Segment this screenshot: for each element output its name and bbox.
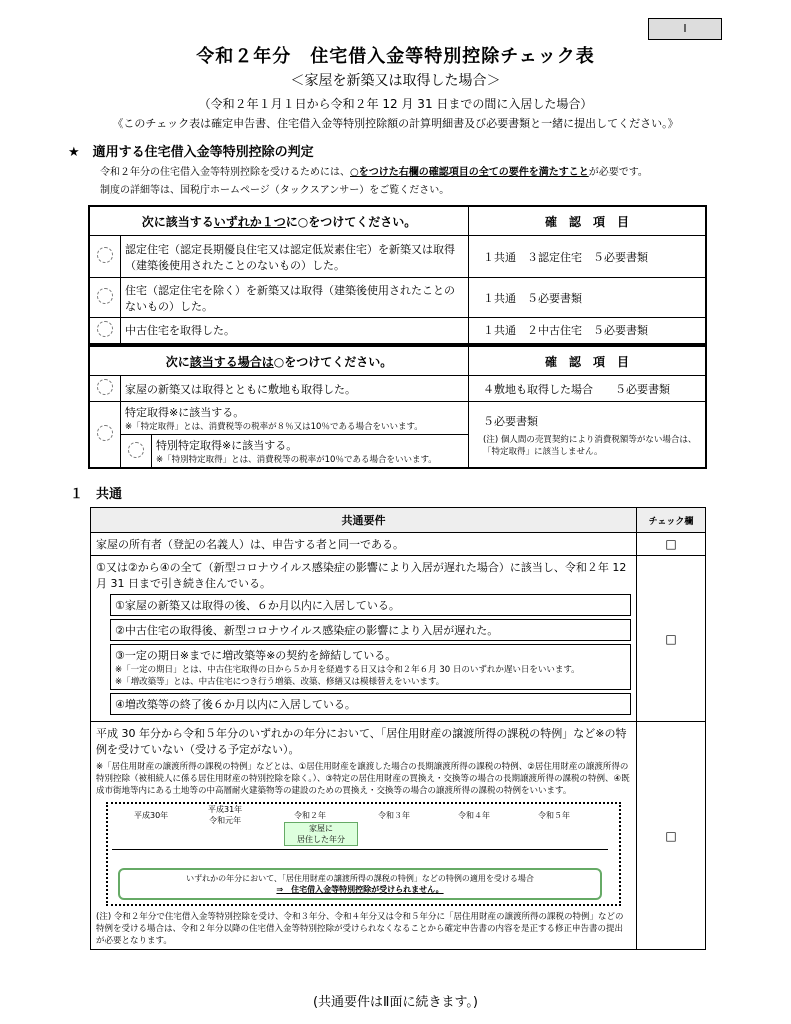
table-row (89, 376, 706, 402)
eligibility-check-header: 確 認 項 目 (469, 206, 707, 236)
checkbox[interactable]: □ (637, 533, 706, 556)
footer-note: (共通要件はⅡ面に続きます。) (312, 995, 478, 1010)
req-owner: 家屋の所有者（登記の名義人）は、申告する者と同一である。 (91, 533, 637, 556)
submission-note: 《このチェック表は確定申告書、住宅借入金等特別控除額の計算明細書及び必要書類と一緒に提出してください。》 (112, 117, 679, 130)
table-row (91, 556, 706, 722)
req-residence: ①又は②から④の全て（新型コロナウイルス感染症の影響により入居が遅れた場合）に該当し、令和２年 12 月 31 日まで引き続き住んでいる。 ①家屋の新築又は取得の後、６か月以内に入居している。 ②中古住宅の取得後、新型コロナウイルス感染症の影響により入居が遅れた。 ③一定の期日※までに増改築等※の契約を締結している。 ※「一定の期日」とは、中古住宅取得の日から５か月を経過する日又は令和２年６月 30 日のいずれか遅い日をいいます。 ※「増改築等」とは、中古住宅につき行う増築、改築、修繕又は模様替えをいいます。 ④増改築等の終了後６か月以内に入居している。 (91, 556, 637, 722)
page-subtitle: ＜家屋を新築又は取得した場合＞ (290, 73, 501, 89)
additional-table (88, 345, 707, 469)
intro-text-b: ○をつけた右欄の確認項目の全ての要件を満たすこと (350, 167, 589, 178)
row-check-items: １共通 ５必要書類 (469, 278, 707, 318)
intro-text-c: が必要です。 (588, 167, 648, 178)
table-row (89, 318, 706, 344)
row-text: 中古住宅を取得した。 (121, 318, 469, 344)
row-text: 住宅（認定住宅を除く）を新築又は取得（建築後使用されたことのないもの）した。 (121, 278, 469, 318)
period-text: （令和２年１月１日から令和２年 12 月 31 日までの間に入居した場合） (198, 97, 593, 111)
timeline-banner: いずれかの年分において、「居住用財産の譲渡所得の課税の特例」などの特例の適用を受ける場合 ⇒ 住宅借入金等特別控除が受けられません。 (118, 868, 602, 900)
checkbox[interactable]: □ (637, 556, 706, 722)
check-column-header: チェック欄 (637, 508, 706, 533)
row-check-items: １共通 ２中古住宅 ５必要書類 (469, 318, 707, 344)
circle-mark[interactable] (89, 376, 121, 402)
sub-item: ④増改築等の終了後６か月以内に入居している。 (110, 693, 631, 715)
page-title: 令和２年分 住宅借入金等特別控除チェック表 (196, 46, 595, 67)
table-row (91, 722, 706, 950)
additional-header: 次に該当する場合は○をつけてください。 (89, 346, 469, 376)
intro-line-1 (100, 163, 648, 178)
row-text: 家屋の新築又は取得とともに敷地も取得した。 (121, 376, 469, 402)
circle-mark[interactable] (89, 278, 121, 318)
row-text: 認定住宅（認定長期優良住宅又は認定低炭素住宅）を新築又は取得（建築後使用されたことのないもの）した。 (121, 236, 469, 278)
intro-text-a: 令和２年分の住宅借入金等特別控除を受けるためには、 (100, 167, 350, 178)
sub-item: ②中古住宅の取得後、新型コロナウイルス感染症の影響により入居が遅れた。 (110, 619, 631, 641)
common-requirements-table (90, 507, 706, 950)
page-tag: Ⅰ (648, 18, 722, 40)
table-row (91, 533, 706, 556)
circle-mark[interactable] (89, 318, 121, 344)
section-star-heading: ★ 適用する住宅借入金等特別控除の判定 (68, 145, 314, 160)
eligibility-table (88, 205, 707, 345)
intro-line-2: 制度の詳細等は、国税庁ホームページ（タックスアンサー）をご覧ください。 (100, 185, 450, 196)
row-check-items: ４敷地も取得した場合 ５必要書類 (469, 376, 707, 402)
circle-mark[interactable] (89, 402, 121, 469)
sub-item: ③一定の期日※までに増改築等※の契約を締結している。 ※「一定の期日」とは、中古住宅取得の日から５か月を経過する日又は令和２年６月 30 日のいずれか遅い日をいいます。 ※「増改築等」とは、中古住宅につき行う増築、改築、修繕又は模様替えをいいます。 (110, 644, 631, 690)
circle-mark[interactable] (121, 435, 152, 469)
table-row (89, 236, 706, 278)
table-row (89, 278, 706, 318)
timeline-diagram: 平成30年 平成31年 令和元年 令和２年 令和３年 令和４年 令和５年 家屋に 居住した年分 いずれかの年分において、「居住用財産の譲渡所得の課税の特例」などの特例の適用を受ける場合 ⇒ 住宅借入金等特別控除が受けられません。 (106, 802, 621, 906)
table-row (89, 402, 706, 435)
checkbox[interactable]: □ (637, 722, 706, 950)
row-check-items: １共通 ３認定住宅 ５必要書類 (469, 236, 707, 278)
row-text: 特別特定取得※に該当する。 ※「特別特定取得」とは、消費税等の税率が10％である場合をいいます。 (152, 435, 469, 469)
sub-item: ①家屋の新築又は取得の後、６か月以内に入居している。 (110, 594, 631, 616)
row-text: 特定取得※に該当する。 ※「特定取得」とは、消費税等の税率が８％又は10％である場合をいいます。 (121, 402, 469, 435)
section-1-heading: １ 共通 (70, 487, 123, 502)
move-in-box: 家屋に 居住した年分 (284, 822, 358, 846)
circle-mark[interactable] (89, 236, 121, 278)
req-no-special: 平成 30 年分から令和５年分のいずれかの年分において、「居住用財産の譲渡所得の課税の特例」など※の特例を受けていない（受ける予定がない）。 ※「居住用財産の譲渡所得の課税の特例」などとは、①居住用財産を譲渡した場合の長期譲渡所得の課税の特例、②居住用財産の譲渡所得の特別控除（被相続人に係る居住用財産の特別控除を除く。）、③特定の居住用財産の買換え・交換等の場合の長期譲渡所得の課税の特例、④既成市街地等内にある土地等の中高層耐火建築物等の建設のための買換え・交換等の場合の譲渡所得の課税の特例をいいます。 平成30年 平成31年 令和元年 令和２年 令和３年 令和４年 令和５年 家屋に 居住した年分 いずれかの年分において、「居住用財産の譲渡所得の課税の特例」などの特例の適用を受ける場合 ⇒ 住宅借入金等特別控除が受けられません。 (注) 令和２年分で住宅借入金等特別控除を受け、令和３年分、令和４年分又は令和５年分に「居住用財産の譲渡所得の課税の特例」などの特例を受ける場合は、令和２年分以降の住宅借入金等特別控除が受けられなくなることから確定申告書の内容を是正する修正申告書の提出が必要となります。 (91, 722, 637, 950)
common-header: 共通要件 (91, 508, 637, 533)
additional-check-header: 確 認 項 目 (469, 346, 707, 376)
eligibility-header: 次に該当するいずれか１つに○をつけてください。 (89, 206, 469, 236)
row-check-items: ５必要書類 (注) 個人間の売買契約により消費税額等がない場合は、「特定取得」に該当しません。 (469, 402, 707, 469)
